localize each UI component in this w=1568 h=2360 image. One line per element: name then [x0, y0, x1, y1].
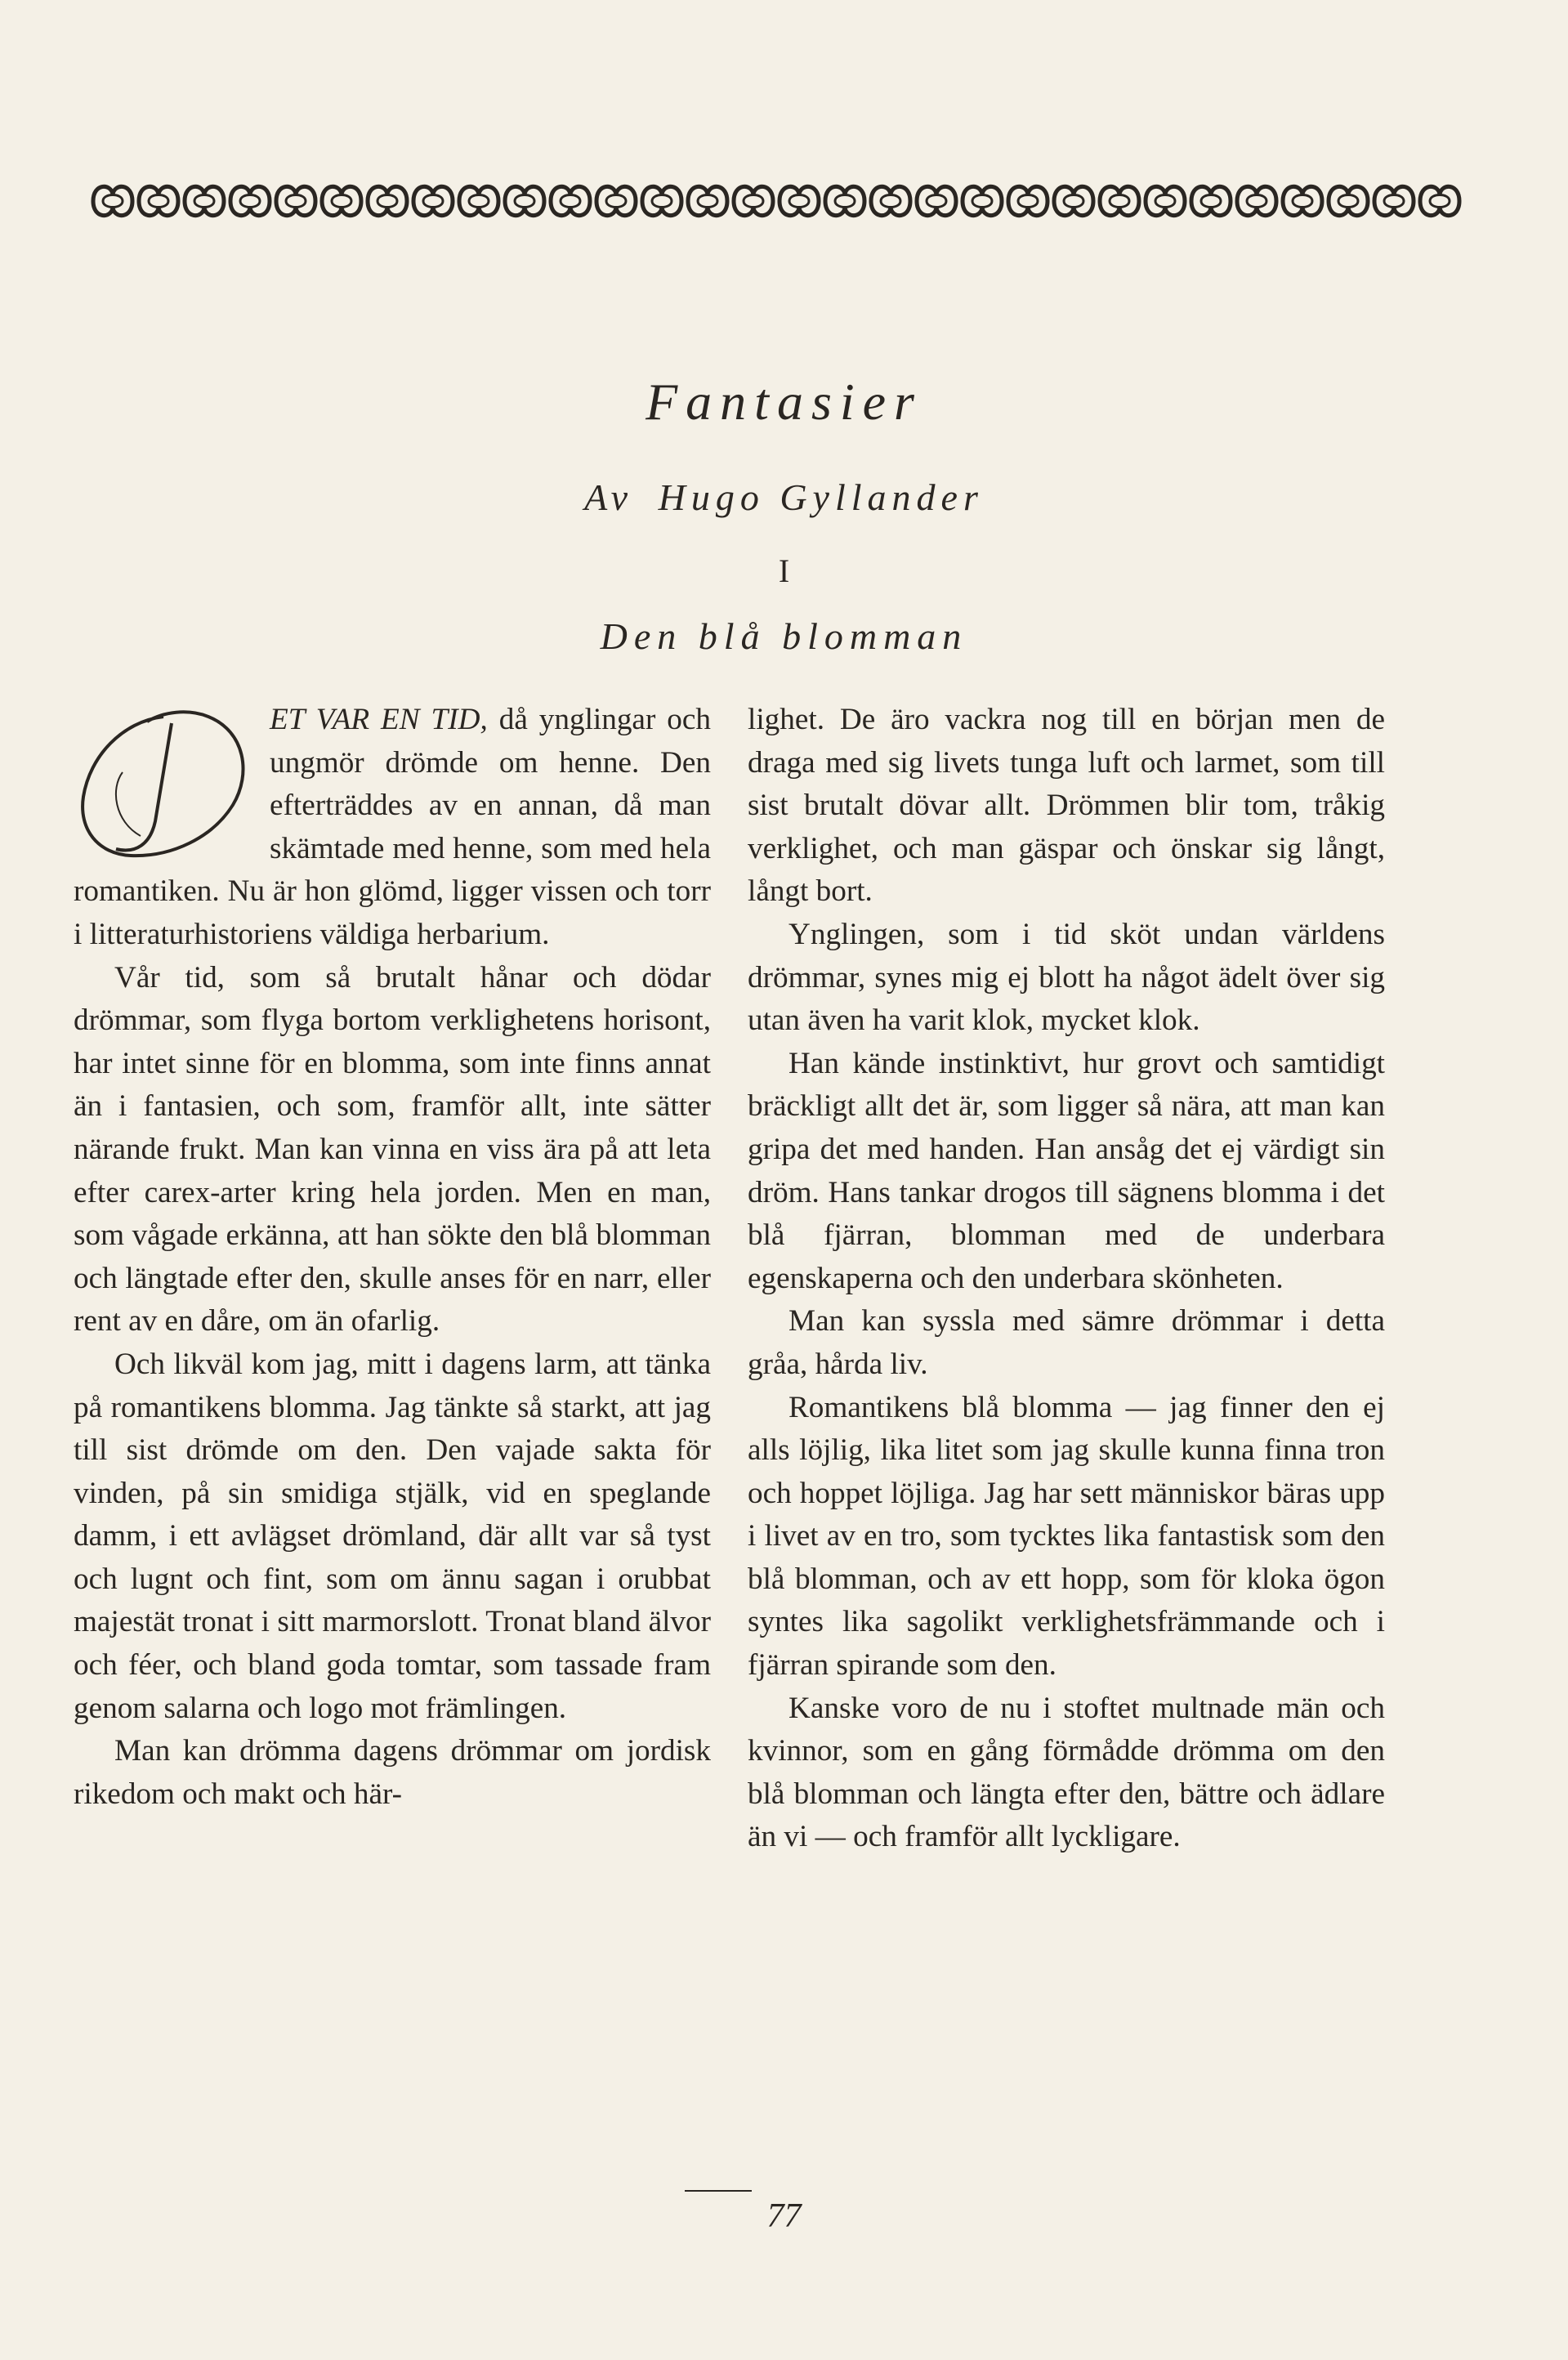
paragraph: Ynglingen, som i tid sköt undan världens drömmar, synes mig ej blott ha något ädelt över sig utan även ha varit klok, mycket klok. — [748, 917, 1385, 1038]
ornament-motif — [871, 186, 910, 215]
paragraph-text: då ynglingar och ungmör drömde om henne. Den efterträddes av en annan, då man skämtade med henne, som med hela romantiken. Nu är hon glömd, ligger vissen och torr i litteraturhistoriens väldiga herbarium. — [74, 703, 711, 951]
paragraph: Man kan syssla med sämre drömmar i detta gråa, hårda liv. — [748, 1304, 1385, 1381]
byline — [0, 476, 1568, 519]
page-number: 77 — [766, 2197, 802, 2235]
paragraph: Man kan drömma dagens drömmar om jordisk rikedom och makt och här- — [74, 1734, 711, 1811]
section-title: Den blå blomman — [600, 615, 968, 657]
ornament-motif — [1237, 186, 1276, 215]
ornament-motif — [230, 186, 270, 215]
ornament-motif — [185, 186, 224, 215]
ornament-motif — [1100, 186, 1139, 215]
ornament-motif — [596, 186, 636, 215]
paragraph: Kanske voro de nu i stoftet multnade män och kvinnor, som en gång förmådde drömma om den blå blomman och längta efter den, bättre och ädlare än vi — och framför allt lyckligare. — [748, 1691, 1385, 1854]
ornament-motif — [459, 186, 498, 215]
paragraph: lighet. De äro vackra nog till en början men de draga med sig livets tunga luft och larmet, som till sist brutalt dövar allt. Drömmen blir tom, tråkig verklighet, och man gäspar och önskar sig långt, långt bort. — [748, 703, 1385, 909]
ornament-motif — [505, 186, 544, 215]
ornament-motif — [688, 186, 727, 215]
ornament-motif — [963, 186, 1002, 215]
ornament-motif — [1191, 186, 1231, 215]
text-column-right — [748, 699, 1385, 1859]
ornament-motif — [1374, 186, 1414, 215]
ornament-motif — [276, 186, 315, 215]
ornament-motif — [551, 186, 590, 215]
opening-words: ET VAR EN TID, — [270, 703, 488, 736]
article-title: Fantasier — [646, 373, 922, 431]
ornament-motif — [413, 186, 453, 215]
paragraph: Han kände instinktivt, hur grovt och samtidigt bräckligt allt det är, som ligger så nära, att man kan gripa det med handen. Han ansåg det ej värdigt sin dröm. Hans tankar drogos till sägnens blomma i det blå fjärran, blomman med de underbara egenskaperna och den underbara skönheten. — [748, 1046, 1385, 1295]
ornament-motif — [1283, 186, 1322, 215]
paragraph: Romantikens blå blomma — jag finner den ej alls löjlig, lika litet som jag skulle kunna finna tron och hoppet löjliga. Jag har sett människor bäras upp i livet av en tro, som tycktes lika fantastisk som den blå blomman, och av ett hopp, som för kloka ögon syntes lika sagolikt verklighetsfrämmande och i fjärran spirande som den. — [748, 1390, 1385, 1683]
ornament-motif — [1008, 186, 1048, 215]
ornament-motif — [734, 186, 773, 215]
ornament-motif — [368, 186, 407, 215]
author-name: Hugo Gyllander — [658, 476, 984, 518]
text-column-left — [74, 699, 711, 1816]
paragraph: Och likväl kom jag, mitt i dagens larm, att tänka på romantikens blomma. Jag tänkte så starkt, att jag till sist drömde om den. Den vajade sakta för vinden, på sin smidiga stjälk, vid en speglande damm, i ett avlägset drömland, där allt var så tyst och lugnt och fint, som om ännu sagan i orubbat majestät tronat i sitt marmorslott. Tronat bland älvor och féer, och bland goda tomtar, som tassade fram genom salarna och logo mot främlingen. — [74, 1347, 711, 1725]
section-number: I — [778, 552, 790, 589]
ornament-motif — [93, 186, 132, 215]
paragraph: Vår tid, som så brutalt hånar och dödar drömmar, som flyga bortom verklighetens horisont, har intet sinne för en blomma, som inte finns annat än i fantasien, och som, framför allt, inte sätter närande frukt. Man kan vinna en viss ära på att leta efter carex-arter kring hela jorden. Men en man, som vågade erkänna, att han sökte den blå blomman och längtade efter den, skulle anses för en narr, eller rent av en dåre, om än ofarlig. — [74, 960, 711, 1339]
ornament-motif — [1146, 186, 1185, 215]
decorative-ornament-band — [90, 178, 1463, 224]
ornament-motif — [825, 186, 864, 215]
ornament-motif — [322, 186, 361, 215]
folio-rule — [685, 2190, 752, 2192]
ornament-motif — [642, 186, 681, 215]
ornament-motif — [1420, 186, 1459, 215]
ornament-motif — [139, 186, 178, 215]
drop-cap — [65, 699, 270, 870]
byline-prefix: Av — [584, 476, 634, 518]
ornament-motif — [917, 186, 956, 215]
ornament-motif — [1329, 186, 1368, 215]
ornament-motif — [780, 186, 819, 215]
ornament-motif — [1054, 186, 1093, 215]
